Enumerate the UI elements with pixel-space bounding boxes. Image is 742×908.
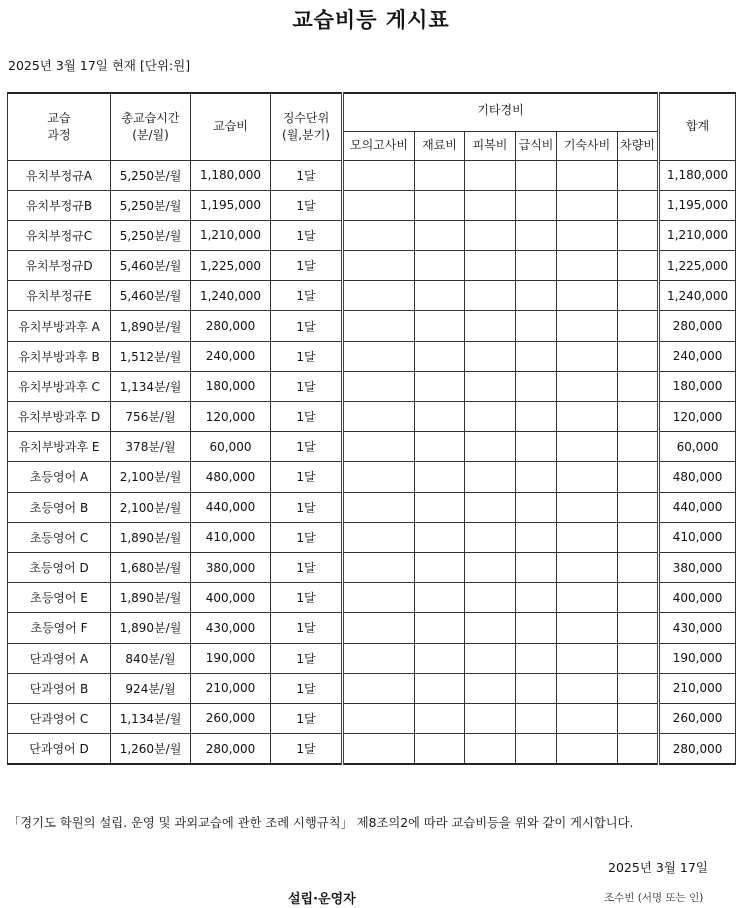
row-etc-cell (343, 643, 415, 673)
row-etc-cell (465, 673, 516, 703)
row-etc-cell (618, 371, 659, 401)
row-unit: 1달 (271, 311, 343, 341)
row-total: 380,000 (659, 552, 736, 582)
row-etc-cell (343, 311, 415, 341)
row-total: 430,000 (659, 613, 736, 643)
row-etc-cell (343, 613, 415, 643)
row-etc-cell (618, 281, 659, 311)
row-course: 유치부방과후 A (8, 311, 111, 341)
row-total: 240,000 (659, 341, 736, 371)
row-etc-cell (415, 492, 465, 522)
row-fee: 430,000 (191, 613, 271, 643)
row-course: 단과영어 B (8, 673, 111, 703)
row-etc-cell (557, 251, 618, 281)
row-etc-cell (618, 734, 659, 765)
row-etc-cell (618, 190, 659, 220)
row-etc-cell (343, 371, 415, 401)
row-total: 280,000 (659, 734, 736, 765)
row-etc-cell (343, 341, 415, 371)
row-etc-cell (465, 734, 516, 765)
row-etc-cell (343, 432, 415, 462)
row-etc-cell (343, 462, 415, 492)
row-total-time: 1,890분/월 (111, 311, 191, 341)
row-fee: 190,000 (191, 643, 271, 673)
as-of-date: 2025년 3월 17일 현재 [단위:원] (8, 58, 191, 73)
row-course: 초등영어 B (8, 492, 111, 522)
row-etc-cell (618, 552, 659, 582)
row-etc-cell (415, 583, 465, 613)
row-unit: 1달 (271, 402, 343, 432)
row-unit: 1달 (271, 281, 343, 311)
row-total-time: 1,512분/월 (111, 341, 191, 371)
row-etc-cell (415, 281, 465, 311)
row-etc-cell (618, 462, 659, 492)
row-total: 120,000 (659, 402, 736, 432)
row-etc-cell (415, 190, 465, 220)
row-course: 유치부방과후 E (8, 432, 111, 462)
row-etc-cell (618, 220, 659, 250)
row-etc-cell (415, 613, 465, 643)
row-etc-cell (557, 522, 618, 552)
row-fee: 380,000 (191, 552, 271, 582)
row-etc-cell (415, 462, 465, 492)
table-row (8, 673, 736, 703)
row-etc-cell (557, 643, 618, 673)
row-course: 유치부방과후 B (8, 341, 111, 371)
row-etc-cell (516, 583, 557, 613)
row-etc-cell (415, 522, 465, 552)
row-etc-cell (557, 703, 618, 733)
row-total-time: 5,250분/월 (111, 220, 191, 250)
row-unit: 1달 (271, 643, 343, 673)
row-etc-cell (557, 341, 618, 371)
row-etc-cell (415, 341, 465, 371)
row-etc-cell (516, 643, 557, 673)
row-unit: 1달 (271, 371, 343, 401)
header-sum: 합계 (659, 93, 736, 160)
row-unit: 1달 (271, 251, 343, 281)
row-etc-cell (516, 251, 557, 281)
row-etc-cell (618, 251, 659, 281)
row-etc-cell (343, 492, 415, 522)
row-course: 초등영어 F (8, 613, 111, 643)
row-fee: 1,180,000 (191, 160, 271, 190)
row-fee: 120,000 (191, 402, 271, 432)
row-etc-cell (343, 552, 415, 582)
row-total-time: 5,250분/월 (111, 160, 191, 190)
table-row (8, 492, 736, 522)
row-course: 유치부정규C (8, 220, 111, 250)
row-etc-cell (557, 402, 618, 432)
row-unit: 1달 (271, 492, 343, 522)
row-etc-cell (465, 311, 516, 341)
table-row (8, 583, 736, 613)
row-etc-cell (557, 462, 618, 492)
row-unit: 1달 (271, 341, 343, 371)
row-etc-cell (516, 552, 557, 582)
header-etc-item: 재료비 (415, 131, 465, 160)
row-etc-cell (618, 613, 659, 643)
row-etc-cell (557, 673, 618, 703)
row-total: 400,000 (659, 583, 736, 613)
row-fee: 180,000 (191, 371, 271, 401)
row-etc-cell (557, 583, 618, 613)
row-etc-cell (465, 220, 516, 250)
row-etc-cell (618, 311, 659, 341)
row-course: 단과영어 D (8, 734, 111, 765)
row-total-time: 1,260분/월 (111, 734, 191, 765)
row-etc-cell (618, 341, 659, 371)
row-etc-cell (516, 522, 557, 552)
table-row (8, 251, 736, 281)
row-etc-cell (415, 643, 465, 673)
fee-table (7, 92, 736, 765)
row-course: 유치부정규D (8, 251, 111, 281)
row-etc-cell (465, 402, 516, 432)
row-course: 유치부방과후 C (8, 371, 111, 401)
row-etc-cell (415, 703, 465, 733)
row-unit: 1달 (271, 703, 343, 733)
row-total-time: 2,100분/월 (111, 462, 191, 492)
row-etc-cell (557, 734, 618, 765)
row-etc-cell (465, 251, 516, 281)
row-etc-cell (465, 371, 516, 401)
row-etc-cell (557, 160, 618, 190)
table-row (8, 734, 736, 765)
row-etc-cell (465, 522, 516, 552)
row-total-time: 5,250분/월 (111, 190, 191, 220)
row-etc-cell (343, 402, 415, 432)
row-etc-cell (557, 281, 618, 311)
sign-date: 2025년 3월 17일 (608, 860, 708, 875)
row-etc-cell (343, 703, 415, 733)
row-etc-cell (415, 251, 465, 281)
row-course: 초등영어 A (8, 462, 111, 492)
row-etc-cell (516, 220, 557, 250)
row-etc-cell (415, 160, 465, 190)
row-etc-cell (343, 673, 415, 703)
row-total: 180,000 (659, 371, 736, 401)
row-total-time: 1,890분/월 (111, 583, 191, 613)
signature-line: 조수빈 (서명 또는 인) (604, 892, 704, 904)
row-total-time: 1,890분/월 (111, 522, 191, 552)
row-etc-cell (415, 220, 465, 250)
row-etc-cell (557, 311, 618, 341)
row-etc-cell (465, 643, 516, 673)
row-etc-cell (465, 613, 516, 643)
row-total-time: 5,460분/월 (111, 251, 191, 281)
row-etc-cell (343, 190, 415, 220)
row-etc-cell (343, 583, 415, 613)
row-unit: 1달 (271, 522, 343, 552)
row-etc-cell (516, 492, 557, 522)
row-total-time: 924분/월 (111, 673, 191, 703)
row-unit: 1달 (271, 583, 343, 613)
row-fee: 440,000 (191, 492, 271, 522)
table-row (8, 613, 736, 643)
row-fee: 280,000 (191, 311, 271, 341)
row-fee: 210,000 (191, 673, 271, 703)
row-etc-cell (465, 552, 516, 582)
row-etc-cell (557, 371, 618, 401)
row-etc-cell (415, 402, 465, 432)
table-row (8, 311, 736, 341)
header-unit: 징수단위 (월,분기) (271, 93, 343, 160)
row-total: 260,000 (659, 703, 736, 733)
table-row (8, 462, 736, 492)
row-etc-cell (343, 220, 415, 250)
row-total-time: 378분/월 (111, 432, 191, 462)
row-total: 1,180,000 (659, 160, 736, 190)
row-total: 1,210,000 (659, 220, 736, 250)
row-etc-cell (618, 522, 659, 552)
row-total-time: 2,100분/월 (111, 492, 191, 522)
row-total-time: 1,134분/월 (111, 371, 191, 401)
table-row (8, 371, 736, 401)
row-total-time: 1,134분/월 (111, 703, 191, 733)
row-etc-cell (343, 281, 415, 311)
row-fee: 400,000 (191, 583, 271, 613)
row-etc-cell (415, 673, 465, 703)
row-unit: 1달 (271, 220, 343, 250)
row-course: 단과영어 A (8, 643, 111, 673)
row-course: 유치부정규B (8, 190, 111, 220)
row-etc-cell (415, 432, 465, 462)
row-fee: 480,000 (191, 462, 271, 492)
table-row (8, 552, 736, 582)
row-etc-cell (415, 552, 465, 582)
table-row (8, 160, 736, 190)
row-etc-cell (465, 432, 516, 462)
row-etc-cell (618, 703, 659, 733)
row-fee: 260,000 (191, 703, 271, 733)
row-etc-cell (618, 160, 659, 190)
row-etc-cell (516, 371, 557, 401)
row-total: 60,000 (659, 432, 736, 462)
row-fee: 240,000 (191, 341, 271, 371)
row-etc-cell (415, 371, 465, 401)
row-unit: 1달 (271, 190, 343, 220)
row-unit: 1달 (271, 673, 343, 703)
row-etc-cell (465, 462, 516, 492)
row-etc-cell (465, 160, 516, 190)
row-etc-cell (343, 734, 415, 765)
table-row (8, 220, 736, 250)
row-etc-cell (465, 703, 516, 733)
row-course: 유치부정규A (8, 160, 111, 190)
row-total: 440,000 (659, 492, 736, 522)
row-etc-cell (618, 643, 659, 673)
row-etc-cell (618, 432, 659, 462)
row-total: 1,195,000 (659, 190, 736, 220)
row-etc-cell (516, 281, 557, 311)
row-total-time: 1,680분/월 (111, 552, 191, 582)
row-unit: 1달 (271, 552, 343, 582)
row-etc-cell (516, 402, 557, 432)
row-unit: 1달 (271, 160, 343, 190)
row-total-time: 5,460분/월 (111, 281, 191, 311)
row-course: 초등영어 D (8, 552, 111, 582)
table-row (8, 190, 736, 220)
row-course: 단과영어 C (8, 703, 111, 733)
table-row (8, 432, 736, 462)
row-total-time: 1,890분/월 (111, 613, 191, 643)
header-etc-item: 기숙사비 (557, 131, 618, 160)
row-total: 410,000 (659, 522, 736, 552)
row-total: 190,000 (659, 643, 736, 673)
row-etc-cell (343, 251, 415, 281)
row-total: 480,000 (659, 462, 736, 492)
row-etc-cell (516, 734, 557, 765)
row-etc-cell (557, 432, 618, 462)
row-fee: 1,210,000 (191, 220, 271, 250)
row-fee: 280,000 (191, 734, 271, 765)
row-etc-cell (465, 190, 516, 220)
row-total: 1,225,000 (659, 251, 736, 281)
row-total: 210,000 (659, 673, 736, 703)
header-etc-item: 급식비 (516, 131, 557, 160)
row-etc-cell (557, 220, 618, 250)
row-etc-cell (618, 673, 659, 703)
row-etc-cell (516, 673, 557, 703)
row-etc-cell (465, 492, 516, 522)
row-etc-cell (465, 281, 516, 311)
header-etc: 기타경비 (343, 93, 659, 131)
header-etc-item: 차량비 (618, 131, 659, 160)
row-fee: 60,000 (191, 432, 271, 462)
founder-label: 설립·운영자 (288, 892, 356, 907)
header-fee: 교습비 (191, 93, 271, 160)
row-fee: 410,000 (191, 522, 271, 552)
row-total: 1,240,000 (659, 281, 736, 311)
row-etc-cell (516, 703, 557, 733)
row-unit: 1달 (271, 734, 343, 765)
row-total-time: 756분/월 (111, 402, 191, 432)
row-course: 유치부방과후 D (8, 402, 111, 432)
row-etc-cell (557, 613, 618, 643)
row-etc-cell (516, 462, 557, 492)
row-etc-cell (343, 160, 415, 190)
header-etc-item: 피복비 (465, 131, 516, 160)
row-unit: 1달 (271, 613, 343, 643)
row-etc-cell (618, 492, 659, 522)
row-fee: 1,225,000 (191, 251, 271, 281)
row-etc-cell (516, 613, 557, 643)
row-etc-cell (415, 311, 465, 341)
row-course: 초등영어 C (8, 522, 111, 552)
row-etc-cell (516, 432, 557, 462)
table-row (8, 703, 736, 733)
header-total-time: 총교습시간 (분/월) (111, 93, 191, 160)
row-total-time: 840분/월 (111, 643, 191, 673)
table-row (8, 402, 736, 432)
page-title: 교습비등 게시표 (292, 8, 450, 32)
row-etc-cell (465, 583, 516, 613)
row-etc-cell (516, 311, 557, 341)
row-etc-cell (557, 492, 618, 522)
row-etc-cell (618, 583, 659, 613)
row-etc-cell (516, 341, 557, 371)
row-fee: 1,195,000 (191, 190, 271, 220)
row-etc-cell (415, 734, 465, 765)
row-etc-cell (618, 402, 659, 432)
row-total: 280,000 (659, 311, 736, 341)
header-etc-item: 모의고사비 (343, 131, 415, 160)
row-fee: 1,240,000 (191, 281, 271, 311)
row-etc-cell (557, 190, 618, 220)
header-course: 교습 과정 (8, 93, 111, 160)
table-row (8, 281, 736, 311)
row-course: 유치부정규E (8, 281, 111, 311)
table-row (8, 643, 736, 673)
table-row (8, 341, 736, 371)
row-etc-cell (516, 190, 557, 220)
legal-notice: 「경기도 학원의 설립. 운영 및 과외교습에 관한 조례 시행규칙」 제8조의2에 따라 교습비등을 위와 같이 게시합니다. (8, 816, 634, 830)
row-etc-cell (557, 552, 618, 582)
row-unit: 1달 (271, 462, 343, 492)
row-etc-cell (343, 522, 415, 552)
row-unit: 1달 (271, 432, 343, 462)
table-row (8, 522, 736, 552)
row-course: 초등영어 E (8, 583, 111, 613)
row-etc-cell (465, 341, 516, 371)
row-etc-cell (516, 160, 557, 190)
